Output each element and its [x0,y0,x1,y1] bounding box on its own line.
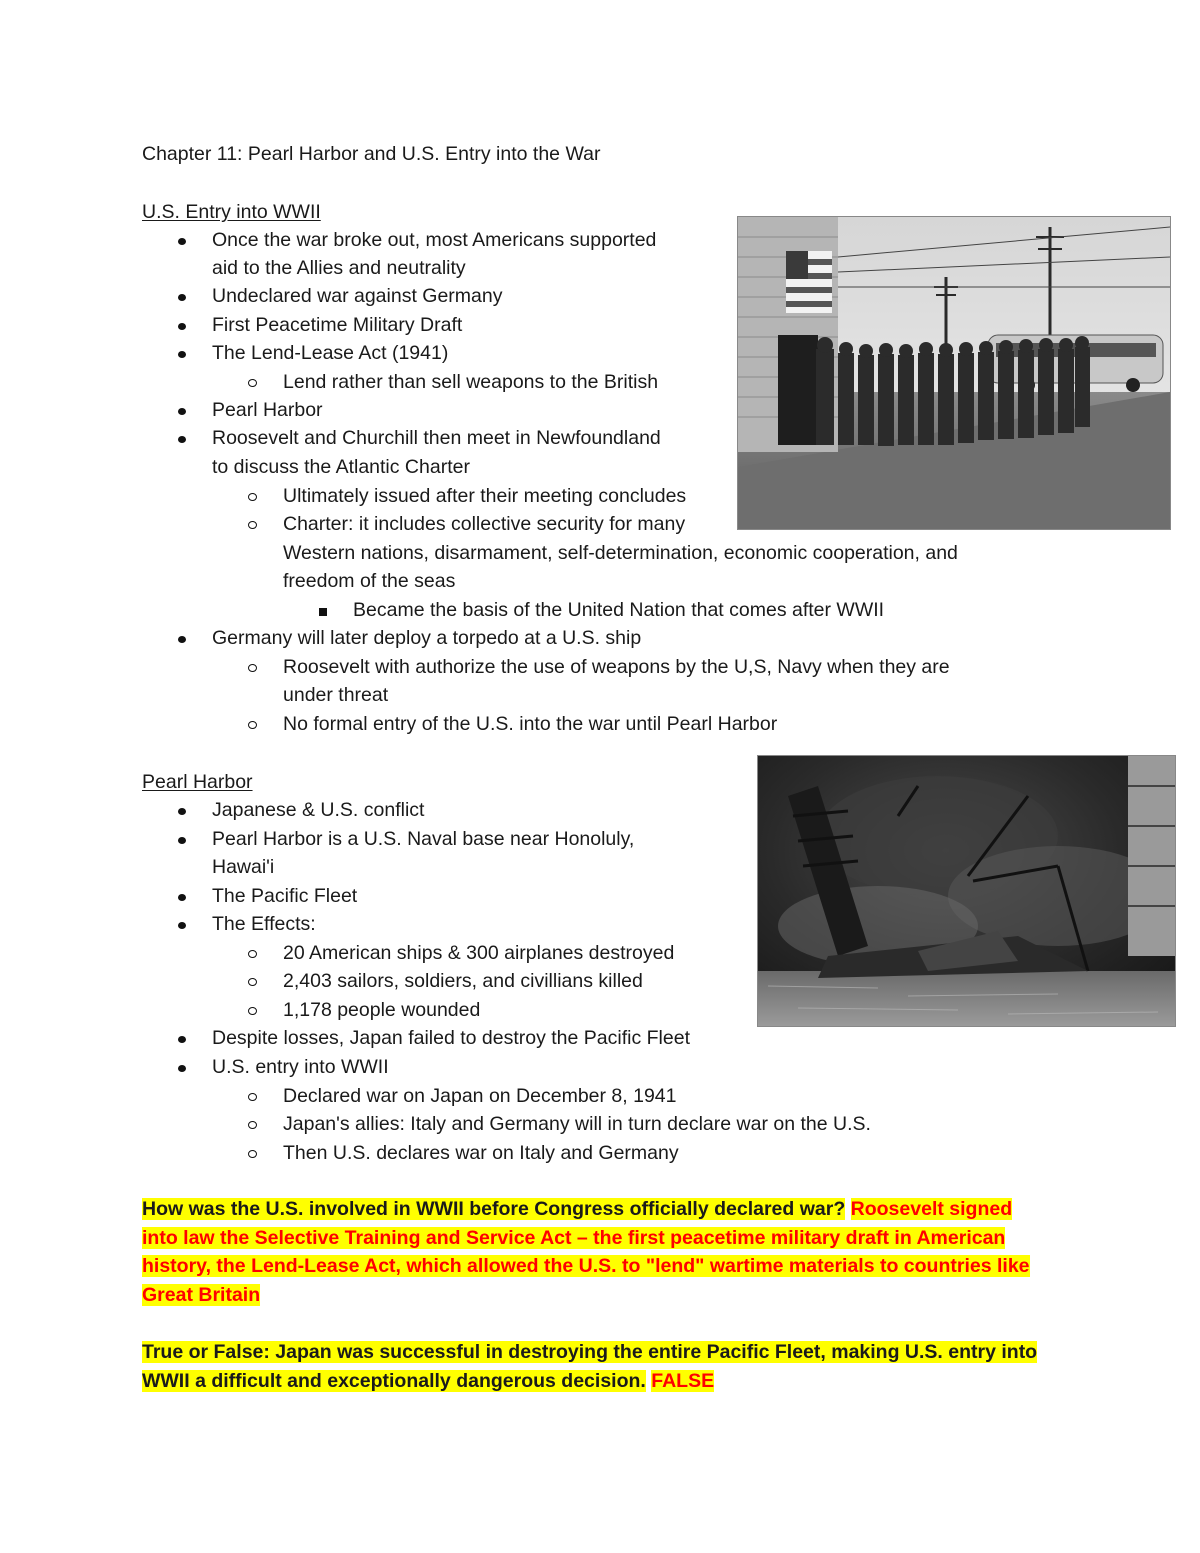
list-item: The Lend-Lease Act (1941) [212,342,449,364]
bullet-icon [178,894,186,901]
sub-list-item-continued: under threat [283,684,389,706]
list-item-continued: aid to the Allies and neutrality [212,257,466,279]
bullet-icon [178,323,186,330]
square-bullet-icon [319,608,327,616]
circle-bullet-icon [248,978,257,986]
sub-list-item: No formal entry of the U.S. into the war until Pearl Harbor [283,713,778,735]
answer-text: Roosevelt signed into law the Selective Training and Service Act – the first peacetime military draft in American history, the Lend-Lease Act, which allowed the U.S. to "lend" wartime materials to countries like Great Britain [142,1198,1030,1306]
list-item: Pearl Harbor [212,399,323,421]
sub-list-item: Charter: it includes collective security for many [283,513,686,535]
sub-list-item: 1,178 people wounded [283,999,481,1021]
list-item: Roosevelt and Churchill then meet in Newfoundland [212,427,661,449]
bullet-icon [178,1036,186,1043]
sub-list-item: 20 American ships & 300 airplanes destroyed [283,942,675,964]
circle-bullet-icon [248,1093,257,1101]
sub-list-item-continued: freedom of the seas [283,570,456,592]
circle-bullet-icon [248,1007,257,1015]
bullet-icon [178,636,186,643]
sub-list-item: Ultimately issued after their meeting concludes [283,485,687,507]
list-item: Germany will later deploy a torpedo at a U.S. ship [212,627,642,649]
circle-bullet-icon [248,493,257,501]
sub-list-item: Declared war on Japan on December 8, 1941 [283,1085,677,1107]
draft-line-photo [737,216,1171,530]
sub-list-item: 2,403 sailors, soldiers, and civillians killed [283,970,643,992]
list-item: Despite losses, Japan failed to destroy the Pacific Fleet [212,1027,690,1049]
question-text: How was the U.S. involved in WWII before Congress officially declared war? [142,1198,846,1220]
sub-list-item: Lend rather than sell weapons to the British [283,371,659,393]
list-item: Undeclared war against Germany [212,285,503,307]
circle-bullet-icon [248,521,257,529]
circle-bullet-icon [248,379,257,387]
question-text: True or False: Japan was successful in destroying the entire Pacific Fleet, making U.S. entry into WWII a difficult and exceptionally dangerous decision. [142,1341,1038,1392]
bullet-icon [178,1065,186,1072]
circle-bullet-icon [248,721,257,729]
list-item-continued: to discuss the Atlantic Charter [212,456,470,478]
bullet-icon [178,808,186,815]
answer-text: FALSE [651,1369,715,1392]
page-title: Chapter 11: Pearl Harbor and U.S. Entry into the War [142,143,601,165]
bullet-icon [178,294,186,301]
list-item: The Effects: [212,913,316,935]
bullet-icon [178,238,186,245]
sub-sub-list-item: Became the basis of the United Nation that comes after WWII [353,599,885,621]
list-item-continued: Hawai'i [212,856,275,878]
bullet-icon [178,351,186,358]
circle-bullet-icon [248,664,257,672]
pearl-harbor-photo-illustration [758,756,1175,1026]
sub-list-item: Then U.S. declares war on Italy and Germany [283,1142,679,1164]
sub-list-item: Roosevelt with authorize the use of weapons by the U,S, Navy when they are [283,656,950,678]
list-item: The Pacific Fleet [212,885,358,907]
section-heading-us-entry: U.S. Entry into WWII [142,201,321,223]
list-item: Japanese & U.S. conflict [212,799,425,821]
bullet-icon [178,408,186,415]
question-answer-1 [142,1195,1052,1309]
sub-list-item-continued: Western nations, disarmament, self-determination, economic cooperation, and [283,542,958,564]
draft-line-photo-illustration [738,217,1170,529]
list-item: Once the war broke out, most Americans supported [212,229,657,251]
list-item: First Peacetime Military Draft [212,314,463,336]
section-heading-pearl-harbor: Pearl Harbor [142,771,253,793]
circle-bullet-icon [248,1121,257,1129]
pearl-harbor-photo [757,755,1176,1027]
list-item: Pearl Harbor is a U.S. Naval base near Honoluly, [212,828,635,850]
sub-list-item: Japan's allies: Italy and Germany will in turn declare war on the U.S. [283,1113,871,1135]
list-item: U.S. entry into WWII [212,1056,389,1078]
circle-bullet-icon [248,950,257,958]
circle-bullet-icon [248,1150,257,1158]
bullet-icon [178,837,186,844]
question-answer-2 [142,1338,1052,1395]
bullet-icon [178,922,186,929]
bullet-icon [178,436,186,443]
